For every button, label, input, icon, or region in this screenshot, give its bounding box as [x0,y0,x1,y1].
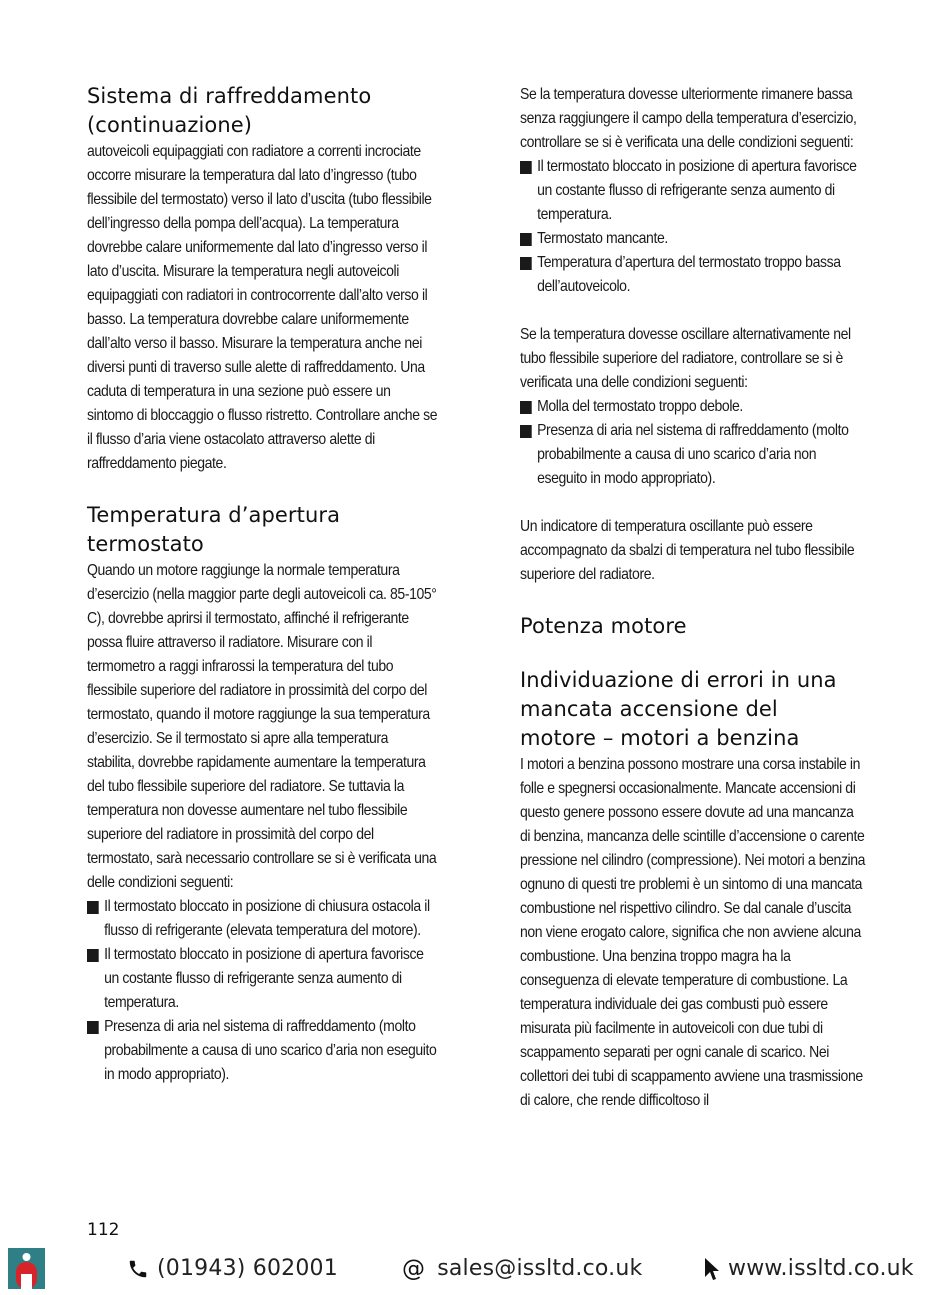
list-item: Il termostato bloccato in posizione di apertura favorisce un costante flusso di refrigerante senza aumento di temperatura. [87,943,438,1015]
list-item: Temperatura d’apertura del termostato troppo bassa dell’autoveicolo. [520,251,866,299]
bullet-list-thermostat-conditions [87,895,438,1087]
paragraph-petrol-engines: I motori a benzina possono mostrare una corsa instabile in folle e spegnersi occasionalmente. Mancate accensioni di questo genere possono essere dovute ad una mancanza di benzina, mancanza delle scintille d’accensione o carente pressione nel cilindro (compressione). Nei motori a benzina ognuno di questi tre problemi è un sintomo di una mancata combustione nel rispettivo cilindro. Se dal canale d’uscita non viene erogato calore, significa che non avviene alcuna combustione. Una benzina troppo magra ha la conseguenza di elevate temperature di combustione. La temperatura individuale dei gas combusti può essere misurata più facilmente in autoveicoli con due tubi di scappamento separati per ogni canale di scarico. Nei collettori dei tubi di scappamento avviene una trasmissione di calore, che rende difficoltoso il [520,756,866,1109]
list-item: Presenza di aria nel sistema di raffreddamento (molto probabilmente a causa di uno scarico d’aria non eseguito in modo appropriato). [520,419,866,491]
list-item: Termostato mancante. [520,227,866,251]
paragraph-thermostat-opening: Quando un motore raggiunge la normale temperatura d’esercizio (nella maggior parte degli autoveicoli ca. 85-105° C), dovrebbe aprirsi il termostato, affinché il refrigerante possa fluire attraverso il radiatore. Misurare con il termometro a raggi infrarossi la temperatura del tubo flessibile superiore del radiatore in prossimità del corpo del termostato, quando il motore raggiunge la sua temperatura d’esercizio. Se il termostato si apre alla temperatura stabilita, dovrebbe rapidamente aumentare la temperatura del tubo flessibile superiore del radiatore. Se tuttavia la temperatura non dovesse aumentare nel tubo flessibile superiore del radiatore in prossimità del corpo del termostato, sarà necessario controllare se si è verificata una delle condizioni seguenti: [87,562,437,891]
left-body-1 [87,140,438,476]
left-column [87,82,437,1087]
company-logo-icon [8,1248,45,1289]
paragraph-temperature-low: Se la temperatura dovesse ulteriormente rimanere bassa senza raggiungere il campo della temperatura d’esercizio, controllare se si è verificata una delle condizioni seguenti: [520,86,857,151]
email-address: sales@issltd.co.uk [437,1256,643,1281]
at-sign-icon: @ [402,1256,426,1282]
footer [0,1248,950,1295]
section-heading-engine-power: Potenza motore [520,614,687,638]
right-body-1 [520,83,866,587]
page-number: 112 [87,1220,120,1240]
right-column [520,83,865,1113]
bullet-list-low-temp-conditions [520,155,866,299]
list-item: Il termostato bloccato in posizione di apertura favorisce un costante flusso di refrigerante senza aumento di temperatura. [520,155,866,227]
website-url: www.issltd.co.uk [728,1256,914,1281]
bullet-list-oscillation-conditions [520,395,866,491]
list-item: Molla del termostato troppo debole. [520,395,866,419]
paragraph-oscillating-indicator: Un indicatore di temperatura oscillante può essere accompagnato da sbalzi di temperatura nel tubo flessibile superiore del radiatore. [520,518,855,583]
footer-phone[interactable] [127,1256,338,1281]
cursor-arrow-icon [704,1257,720,1281]
section-heading-cooling-system: Sistema di raffreddamento (continuazione) [87,84,372,137]
section-heading-thermostat-opening: Temperatura d’apertura termostato [87,503,341,556]
section-heading-misfire-diagnosis: Individuazione di errori in una mancata accensione del motore – motori a benzina [520,668,837,750]
phone-number: (01943) 602001 [157,1256,338,1281]
right-body-2 [520,753,866,1113]
footer-email[interactable] [402,1256,642,1282]
paragraph-cooling-measurement: autoveicoli equipaggiati con radiatore a correnti incrociate occorre misurare la temperatura dal lato d’ingresso (tubo flessibile del termostato) verso il lato d’uscita (tubo flessibile dell’ingresso della pompa dell’acqua). La temperatura dovrebbe calare uniformemente dal lato d’ingresso verso il lato d’uscita. Misurare la temperatura negli autoveicoli equipaggiati con radiatori in controcorrente dall’alto verso il basso. La temperatura dovrebbe calare uniformemente dall’alto verso il basso. Misurare la temperatura anche nei diversi punti di traverso sulle alette di raffreddamento. Una caduta di temperatura in una sezione può essere un sintomo di bloccaggio o flusso ristretto. Controllare anche se il flusso d’aria viene ostacolato attraverso alette di raffreddamento piegate. [87,143,438,472]
left-body-2 [87,559,438,1087]
paragraph-temperature-oscillation: Se la temperatura dovesse oscillare alternativamente nel tubo flessibile superiore del radiatore, controllare se si è verificata una delle condizioni seguenti: [520,326,851,391]
footer-website[interactable] [704,1256,914,1281]
list-item: Presenza di aria nel sistema di raffreddamento (molto probabilmente a causa di uno scarico d’aria non eseguito in modo appropriato). [87,1015,438,1087]
phone-icon [127,1258,149,1280]
list-item: Il termostato bloccato in posizione di chiusura ostacola il flusso di refrigerante (elevata temperatura del motore). [87,895,438,943]
